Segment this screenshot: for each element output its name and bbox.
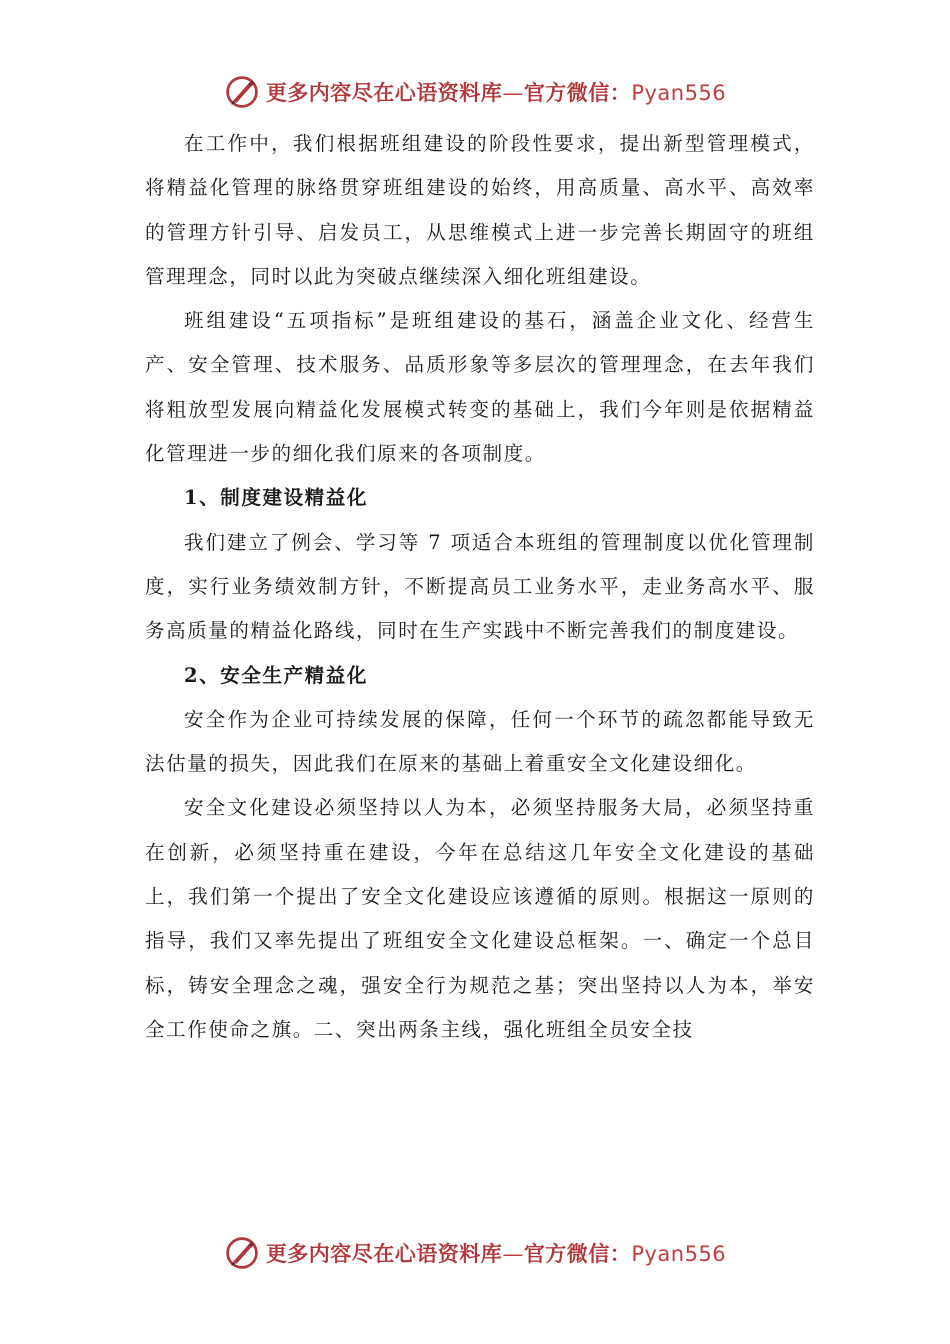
- body-paragraph: 安全作为企业可持续发展的保障，任何一个环节的疏忽都能导致无法估量的损失，因此我们在原来的基础上着重安全文化建设细化。: [145, 707, 815, 776]
- watermark-official-label: 官方微信：: [523, 81, 632, 105]
- body-paragraph: 安全文化建设必须坚持以人为本，必须坚持服务大局，必须坚持重在创新，必须坚持重在建设，今年在总结这几年安全文化建设的基础上，我们第一个提出了安全文化建设应该遵循的原则。根据这一原则的指导，我们又率先提出了班组安全文化建设总框架。一、确定一个总目标，铸安全理念之魂，强安全行为规范之基；突出坚持以人为本，举安全工作使命之旗。二、突出两条主线，强化班组全员安全技: [145, 796, 815, 1041]
- watermark-dash: —: [502, 81, 524, 105]
- header-watermark: [0, 72, 950, 112]
- watermark-main-text: 更多内容尽在心语资料库: [265, 81, 503, 105]
- body-paragraph: 班组建设“五项指标”是班组建设的基石，涵盖企业文化、经营生产、安全管理、技术服务、品质形象等多层次的管理理念，在去年我们将粗放型发展向精益化发展模式转变的基础上，我们今年则是依据精益化管理进一步的细化我们原来的各项制度。: [145, 309, 815, 466]
- body-paragraph: 在工作中，我们根据班组建设的阶段性要求，提出新型管理模式，将精益化管理的脉络贯穿班组建设的始终，用高质量、高水平、高效率的管理方针引导、启发员工，从思维模式上进一步完善长期固守的班组管理理念，同时以此为突破点继续深入细化班组建设。: [145, 132, 815, 288]
- watermark-wechat-id: Pyan556: [631, 1242, 727, 1266]
- section-heading: 1、制度建设精益化: [184, 486, 368, 510]
- body-paragraph: 我们建立了例会、学习等 7 项适合本班组的管理制度以优化管理制度，实行业务绩效制方针，不断提高员工业务水平，走业务高水平、服务高质量的精益化路线，同时在生产实践中不断完善我们的制度建设。: [145, 530, 815, 643]
- pen-seal-icon: [224, 1235, 260, 1271]
- watermark-wechat-id: Pyan556: [631, 81, 727, 105]
- document-body: [145, 122, 815, 1052]
- watermark-dash: —: [502, 1242, 524, 1266]
- pen-seal-icon: [224, 74, 260, 110]
- watermark-main-text: 更多内容尽在心语资料库: [265, 1242, 503, 1266]
- footer-watermark: [0, 1233, 950, 1273]
- watermark-official-label: 官方微信：: [523, 1242, 632, 1266]
- section-heading: 2、安全生产精益化: [184, 663, 368, 687]
